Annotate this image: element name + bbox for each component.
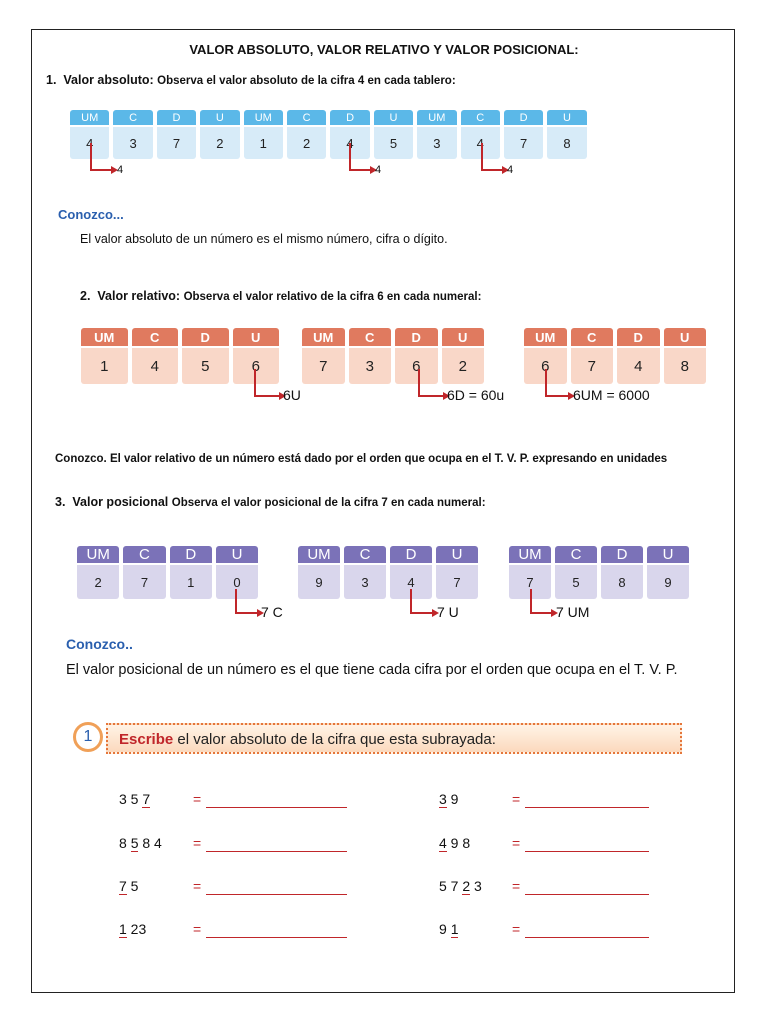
board-2-value-cell: 8 xyxy=(664,348,707,384)
number-digits: 23 xyxy=(126,921,147,937)
equals-sign: = xyxy=(512,921,521,937)
exercise-instruction-text: el valor absoluto de la cifra que esta subrayada: xyxy=(177,731,496,748)
board-2-value-cell: 6 xyxy=(524,348,567,384)
board-2-header-cell: C xyxy=(132,328,179,346)
board-3-header-cell: UM xyxy=(77,546,119,563)
board-2-header-cell: D xyxy=(617,328,660,346)
board-3-header-cell: UM xyxy=(509,546,551,563)
board-1-value-cell: 5 xyxy=(374,127,413,159)
board-2-header-cell: UM xyxy=(524,328,567,346)
exercise-number-left-2 xyxy=(119,835,162,851)
exercise-number-left-3 xyxy=(119,878,138,894)
arrow xyxy=(349,143,371,171)
board-1-value-cell: 4 xyxy=(461,127,500,159)
board-3-header-cell: D xyxy=(601,546,643,563)
board-1-label: 4 xyxy=(375,164,382,176)
board-1-label: 4 xyxy=(507,164,514,176)
number-digits: 8 4 xyxy=(138,835,162,851)
board-2-label: 6UM = 6000 xyxy=(573,387,650,403)
board-2-value-cell: 4 xyxy=(617,348,660,384)
answer-blank[interactable] xyxy=(525,851,649,852)
board-2-header-cell: UM xyxy=(302,328,345,346)
underlined-digit: 3 xyxy=(439,791,447,807)
board-1-label: 4 xyxy=(117,164,124,176)
page-title: VALOR ABSOLUTO, VALOR RELATIVO Y VALOR POSICIONAL: xyxy=(189,42,579,57)
board-2-header-cell: C xyxy=(571,328,614,346)
exercise-number-right-3 xyxy=(439,878,482,894)
section-2-heading xyxy=(80,289,481,303)
board-3-header-cell: U xyxy=(647,546,689,563)
arrow xyxy=(235,589,258,614)
board-1-header-cell: UM xyxy=(70,110,109,125)
underlined-digit: 5 xyxy=(130,835,139,851)
board-1-header-cell: U xyxy=(200,110,239,125)
conozco-1-title: Conozco... xyxy=(58,207,124,222)
board-1-header-cell: D xyxy=(504,110,543,125)
conozco-3-title: Conozco.. xyxy=(66,636,133,652)
number-digits: 3 xyxy=(470,878,482,894)
exercise-number: 1 xyxy=(73,722,103,752)
board-1-header-cell: D xyxy=(330,110,369,125)
underlined-digit: 4 xyxy=(439,835,447,851)
board-2-value-cell: 6 xyxy=(395,348,438,384)
section-3-text: Observa el valor posicional de la cifra 7 en cada numeral: xyxy=(171,497,486,509)
arrow xyxy=(410,589,433,614)
arrow xyxy=(90,143,112,171)
board-2-value-cell: 4 xyxy=(132,348,179,384)
number-digits: 9 xyxy=(446,791,459,807)
board-2-header-cell: U xyxy=(664,328,707,346)
board-3-value-cell: 7 xyxy=(123,565,165,599)
board-2-value-cell: 5 xyxy=(182,348,229,384)
board-3-header-cell: C xyxy=(555,546,597,563)
arrow xyxy=(545,369,569,397)
equals-sign: = xyxy=(512,835,521,851)
board-2-value-cell: 7 xyxy=(302,348,345,384)
board-2-header-cell: D xyxy=(182,328,229,346)
place-value-board-3b xyxy=(296,546,480,599)
number-digits: 8 xyxy=(119,835,131,851)
board-1-value-cell: 3 xyxy=(113,127,152,159)
exercise-instruction xyxy=(119,731,496,748)
board-1-header-cell: C xyxy=(287,110,326,125)
arrow xyxy=(418,369,444,397)
board-3-value-cell: 8 xyxy=(601,565,643,599)
board-3-header-cell: C xyxy=(123,546,165,563)
board-2-header-cell: U xyxy=(442,328,485,346)
board-3-value-cell: 9 xyxy=(647,565,689,599)
exercise-verb: Escribe xyxy=(119,731,174,748)
conozco-3-text: El valor posicional de un número es el que tiene cada cifra por el orden que ocupa en el T. V. P. xyxy=(66,662,678,678)
board-3-header-cell: U xyxy=(216,546,258,563)
board-2-header-cell: D xyxy=(395,328,438,346)
board-3-value-cell: 7 xyxy=(436,565,478,599)
number-digits: 9 xyxy=(439,921,451,937)
board-2-label: 6U xyxy=(283,387,301,403)
underlined-digit: 7 xyxy=(119,878,127,894)
section-2-title: Valor relativo: xyxy=(97,289,181,303)
board-3-label: 7 UM xyxy=(556,604,590,620)
section-3-heading xyxy=(55,495,486,509)
exercise-number-right-4 xyxy=(439,921,458,937)
answer-blank[interactable] xyxy=(525,937,649,938)
board-1-value-cell: 4 xyxy=(330,127,369,159)
section-1-title: Valor absoluto: xyxy=(63,73,154,87)
answer-blank[interactable] xyxy=(206,807,347,808)
board-2-value-cell: 3 xyxy=(349,348,392,384)
arrow xyxy=(254,369,280,397)
board-3-header-cell: U xyxy=(436,546,478,563)
board-1-value-cell: 4 xyxy=(70,127,109,159)
answer-blank[interactable] xyxy=(525,894,649,895)
number-digits: 5 7 xyxy=(439,878,463,894)
board-3-value-cell: 9 xyxy=(298,565,340,599)
board-1-value-cell: 3 xyxy=(417,127,456,159)
number-digits: 9 8 xyxy=(446,835,471,851)
board-3-header-cell: UM xyxy=(298,546,340,563)
board-1-header-cell: U xyxy=(547,110,586,125)
board-1-header-cell: C xyxy=(461,110,500,125)
section-2-text: Observa el valor relativo de la cifra 6 en cada numeral: xyxy=(183,291,482,303)
board-1-value-cell: 2 xyxy=(200,127,239,159)
underlined-digit: 1 xyxy=(450,921,459,937)
board-1-value-cell: 1 xyxy=(244,127,283,159)
equals-sign: = xyxy=(193,921,202,937)
exercise-number-right-1 xyxy=(439,791,458,807)
board-2-value-cell: 6 xyxy=(233,348,280,384)
board-3-value-cell: 2 xyxy=(77,565,119,599)
board-3-header-cell: D xyxy=(170,546,212,563)
board-2-header-cell: C xyxy=(349,328,392,346)
exercise-number-left-1 xyxy=(119,791,150,807)
board-1-value-cell: 7 xyxy=(504,127,543,159)
board-3-label: 7 U xyxy=(437,604,459,620)
equals-sign: = xyxy=(193,878,202,894)
number-digits: 5 xyxy=(126,878,139,894)
arrow xyxy=(530,589,552,614)
underlined-digit: 1 xyxy=(119,921,127,937)
section-1-text: Observa el valor absoluto de la cifra 4 en cada tablero: xyxy=(157,75,456,87)
number-digits: 3 5 xyxy=(119,791,143,807)
section-1-number: 1. xyxy=(46,73,57,87)
board-3-value-cell: 4 xyxy=(390,565,432,599)
board-2-label: 6D = 60u xyxy=(447,387,505,403)
board-1-header-cell: UM xyxy=(417,110,456,125)
board-3-value-cell: 1 xyxy=(170,565,212,599)
equals-sign: = xyxy=(512,878,521,894)
board-1-header-cell: U xyxy=(374,110,413,125)
board-1-header-cell: D xyxy=(157,110,196,125)
board-3-value-cell: 5 xyxy=(555,565,597,599)
board-3-header-cell: C xyxy=(344,546,386,563)
section-1-heading xyxy=(46,73,456,87)
board-2-value-cell: 1 xyxy=(81,348,128,384)
board-2-header-cell: U xyxy=(233,328,280,346)
place-value-board-3a xyxy=(75,546,260,599)
board-1-value-cell: 7 xyxy=(157,127,196,159)
answer-blank[interactable] xyxy=(206,894,347,895)
exercise-number-right-2 xyxy=(439,835,470,851)
section-2-number: 2. xyxy=(80,289,91,303)
answer-blank[interactable] xyxy=(525,807,649,808)
board-3-value-cell: 0 xyxy=(216,565,258,599)
exercise-number-left-4 xyxy=(119,921,146,937)
board-2-value-cell: 7 xyxy=(571,348,614,384)
section-3-number: 3. xyxy=(55,495,66,509)
answer-blank[interactable] xyxy=(206,851,347,852)
conozco-1-text: El valor absoluto de un número es el mismo número, cifra o dígito. xyxy=(80,232,448,246)
section-3-title: Valor posicional xyxy=(72,495,169,509)
board-3-header-cell: D xyxy=(390,546,432,563)
equals-sign: = xyxy=(512,791,521,807)
board-3-value-cell: 7 xyxy=(509,565,551,599)
board-2-value-cell: 2 xyxy=(442,348,485,384)
board-1-value-cell: 8 xyxy=(547,127,586,159)
place-value-board-2b xyxy=(300,328,486,384)
conozco-2-text: Conozco. El valor relativo de un número está dado por el orden que ocupa en el T. V. P. expresando en unidades xyxy=(55,453,668,465)
place-value-board-1 xyxy=(68,110,589,159)
answer-blank[interactable] xyxy=(206,937,347,938)
board-1-value-cell: 2 xyxy=(287,127,326,159)
board-1-header-cell: C xyxy=(113,110,152,125)
arrow xyxy=(481,143,503,171)
equals-sign: = xyxy=(193,791,202,807)
underlined-digit: 2 xyxy=(462,878,471,894)
place-value-board-2a xyxy=(79,328,281,384)
board-2-header-cell: UM xyxy=(81,328,128,346)
underlined-digit: 7 xyxy=(142,791,151,807)
board-3-value-cell: 3 xyxy=(344,565,386,599)
equals-sign: = xyxy=(193,835,202,851)
board-1-header-cell: UM xyxy=(244,110,283,125)
board-3-label: 7 C xyxy=(261,604,283,620)
